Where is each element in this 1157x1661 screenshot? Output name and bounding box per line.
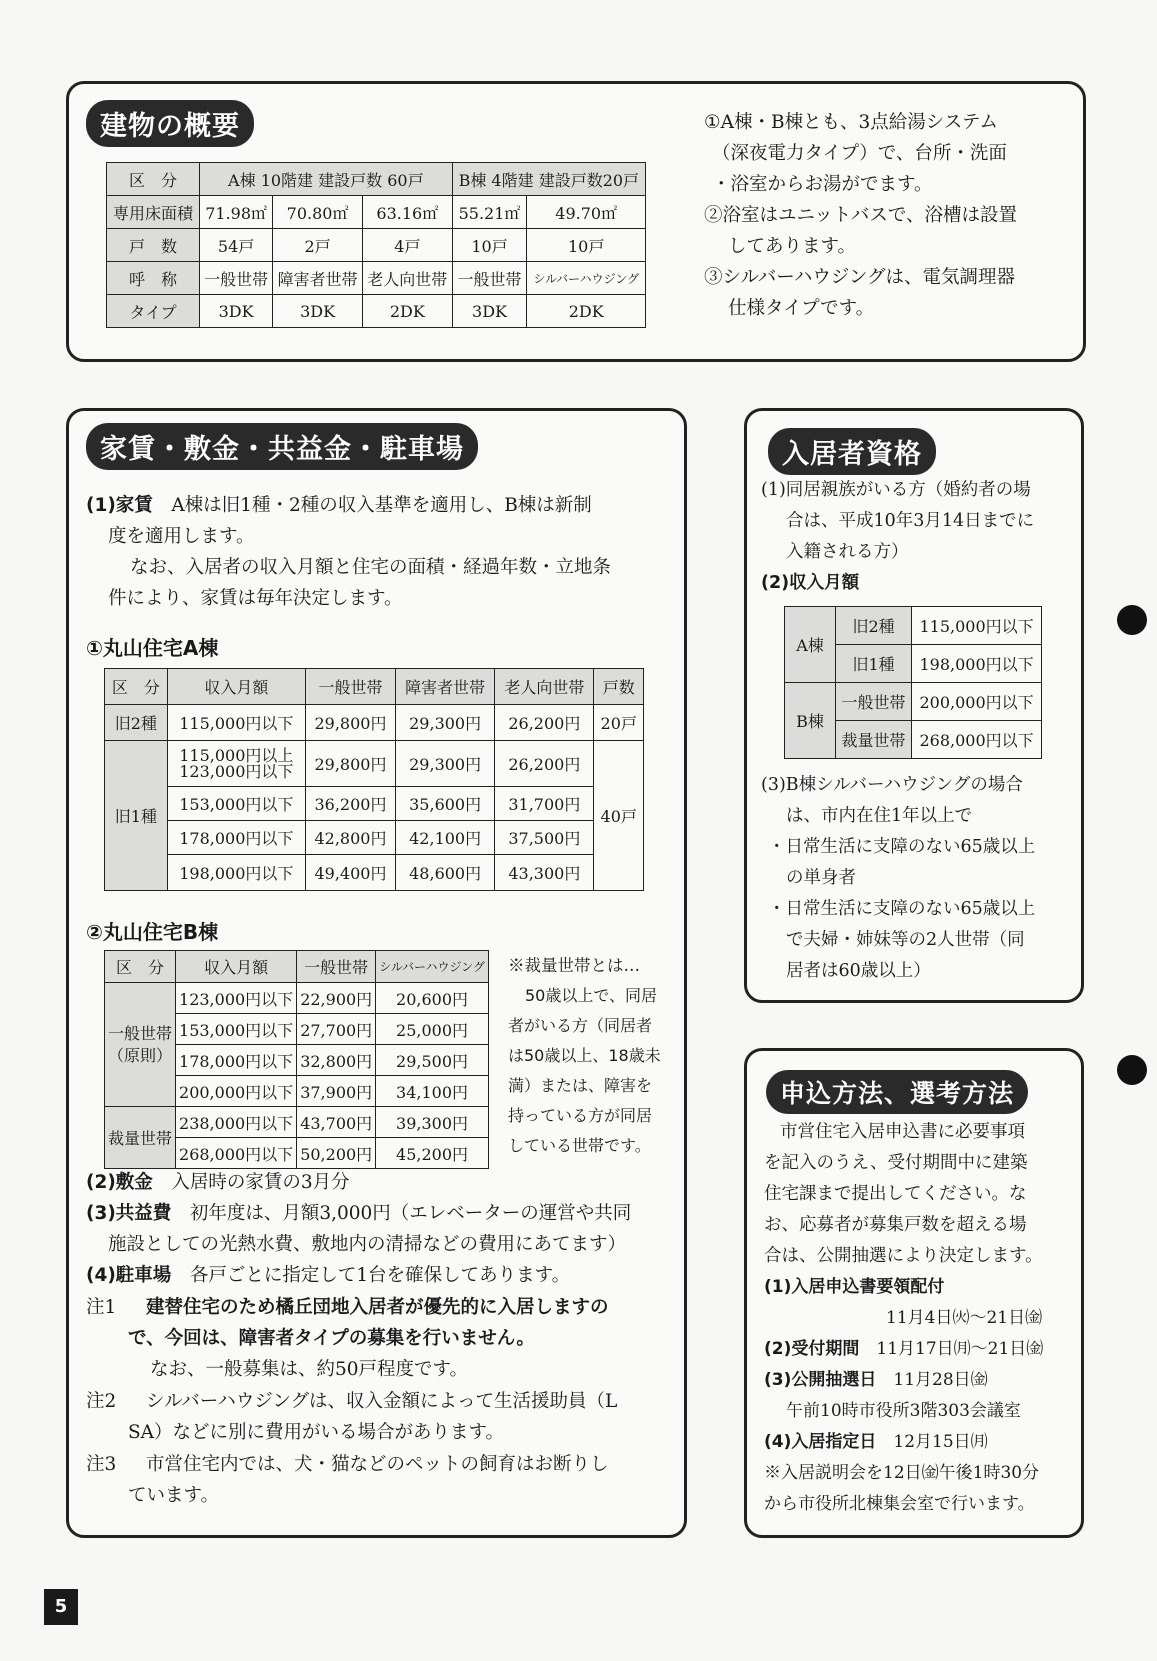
qualification-line: の単身者 (786, 868, 856, 888)
table-cell: 27,700円 (297, 1014, 376, 1045)
note1-text: なお、一般募集は、約50戸程度です。 (150, 1359, 469, 1380)
rent-paragraph: 度を適用します。 (108, 526, 255, 547)
apply-item-heading: (2)受付期間 (764, 1339, 860, 1359)
label-line: 一般世帯 (108, 1023, 173, 1043)
table-cell: 115,000円以下 (912, 607, 1042, 645)
row-label-units: 戸 数 (107, 229, 200, 262)
table-cell: 54戸 (200, 229, 273, 262)
discretion-note: は50歳以上、18歳未 (508, 1046, 661, 1065)
a-header: 区 分 (105, 669, 168, 705)
a-header: 収入月額 (167, 669, 305, 705)
table-cell: 10戸 (452, 229, 527, 262)
row-label-type: タイプ (107, 295, 200, 328)
table-cell: 153,000円以下 (176, 1014, 297, 1045)
b-header: 一般世帯 (297, 951, 376, 983)
table-cell: 29,800円 (305, 741, 395, 787)
apply-line: を記入のうえ、受付期間中に建築 (764, 1153, 1028, 1173)
building-header-a: A棟 10階建 建設戸数 60戸 (200, 163, 453, 196)
table-cell: 29,300円 (396, 705, 495, 741)
table-cell: シルバーハウジング (527, 262, 646, 295)
page-number: 5 (44, 1589, 78, 1625)
row-label-name: 呼 称 (107, 262, 200, 295)
apply-line: 住宅課まで提出してください。な (764, 1184, 1027, 1204)
table-cell: 50,200円 (297, 1138, 376, 1169)
apply-item-heading: (4)入居指定日 (764, 1432, 877, 1452)
apply-item (764, 1427, 988, 1458)
table-cell: 48,600円 (396, 855, 495, 891)
note3-text: 市営住宅内では、犬・猫などのペットの飼育はお断りし (146, 1454, 609, 1475)
discretion-note: 50歳以上で、同居 (525, 986, 658, 1005)
table-cell: 37,500円 (495, 821, 594, 855)
a-header: 戸数 (594, 669, 644, 705)
note2-heading: 注2 (86, 1391, 117, 1412)
table-cell: 29,500円 (376, 1045, 489, 1076)
b-building-rent-table (104, 950, 489, 1169)
qualification-line: 居者は60歳以上） (786, 961, 931, 981)
apply-line: お、応募者が募集戸数を超える場 (764, 1215, 1027, 1235)
note2-text: シルバーハウジングは、収入金額によって生活援助員（L (146, 1391, 618, 1412)
building-note-line: ①A棟・B棟とも、3点給湯システム (704, 112, 998, 133)
apply-item-value: 11月28日㈮ (893, 1370, 988, 1390)
note1-text: で、今回は、障害者タイプの募集を行いません。 (128, 1328, 535, 1349)
note3-text: ています。 (128, 1485, 220, 1506)
b-discretion-label: 裁量世帯 (105, 1107, 176, 1169)
qualification-line: (3)B棟シルバーハウジングの場合 (761, 775, 1023, 795)
table-cell: 43,700円 (297, 1107, 376, 1138)
qualification-line: ・日常生活に支障のない65歳以上 (768, 837, 1036, 857)
rent-heading: (1)家賃 (86, 495, 153, 516)
qualification-line: (1)同居親族がいる方（婚約者の場 (761, 480, 1031, 500)
row-label-area: 専用床面積 (107, 196, 200, 229)
discretion-note: 者がいる方（同居者 (508, 1016, 653, 1035)
table-cell: 一般世帯 (200, 262, 273, 295)
building-note-line: ・浴室からお湯がでます。 (712, 174, 933, 195)
note1-text: 建替住宅のため橘丘団地入居者が優先的に入居しますの (146, 1297, 609, 1318)
common-fee-heading: (3)共益費 (86, 1203, 172, 1224)
table-cell: 55.21㎡ (452, 196, 527, 229)
note1-heading: 注1 (86, 1297, 117, 1318)
table-cell: 20戸 (594, 705, 644, 741)
qualification-title: 入居者資格 (768, 428, 936, 475)
discretion-note: 満）または、障害を (508, 1076, 653, 1095)
table-cell: 3DK (273, 295, 363, 328)
parking-text: 各戸ごとに指定して1台を確保してあります。 (189, 1265, 571, 1286)
apply-item-value: 午前10時市役所3階303会議室 (786, 1401, 1021, 1421)
table-cell: 裁量世帯 (836, 721, 912, 759)
table-cell: 42,800円 (305, 821, 395, 855)
table-cell: 178,000円以下 (167, 821, 305, 855)
building-note-line: してあります。 (728, 236, 857, 257)
note3-heading: 注3 (86, 1454, 117, 1475)
qualification-line: は、市内在住1年以上で (786, 806, 973, 826)
table-cell: 旧1種 (836, 645, 912, 683)
apply-item-value: 11月17日㈪～21日㈮ (876, 1339, 1044, 1359)
table-cell: 2DK (527, 295, 646, 328)
table-cell: 32,800円 (297, 1045, 376, 1076)
a-old1-units: 40戸 (594, 741, 644, 891)
label-line: （原則） (108, 1045, 173, 1065)
building-note-line: ②浴室はユニットバスで、浴槽は設置 (704, 205, 1018, 226)
building-table (106, 162, 646, 328)
table-cell: 115,000円以下 (167, 705, 305, 741)
apply-line: 合は、公開抽選により決定します。 (764, 1246, 1043, 1266)
common-fee-line: 施設としての光熱水費、敷地内の清掃などの費用にあてます） (108, 1234, 627, 1255)
rent-paragraph: なお、入居者の収入月額と住宅の面積・経過年数・立地条 (130, 557, 612, 578)
apply-note: ※入居説明会を12日㈮午後1時30分 (764, 1463, 1040, 1483)
table-cell: 一般世帯 (836, 683, 912, 721)
table-cell: 49.70㎡ (527, 196, 646, 229)
apply-item (764, 1365, 988, 1396)
a-header: 一般世帯 (305, 669, 395, 705)
table-cell: 4戸 (362, 229, 452, 262)
a-building-rent-table (104, 668, 644, 891)
apply-item (764, 1334, 1043, 1365)
table-cell: 49,400円 (305, 855, 395, 891)
b-building-title: ②丸山住宅B棟 (86, 920, 219, 944)
apply-item-value: 12月15日㈪ (893, 1432, 988, 1452)
common-fee-text: 初年度は、月額3,000円（エレベーターの運営や共同 (189, 1203, 632, 1224)
apply-title: 申込方法、選考方法 (766, 1070, 1028, 1114)
table-cell: 旧2種 (836, 607, 912, 645)
table-cell (167, 741, 305, 787)
building-note-line: （深夜電力タイプ）で、台所・洗面 (712, 143, 1007, 164)
apply-line: 市営住宅入居申込書に必要事項 (780, 1122, 1025, 1142)
qualification-line: (2)収入月額 (761, 573, 860, 593)
rent-text: A棟は旧1種・2種の収入基準を適用し、B棟は新制 (171, 495, 592, 516)
a-building-label: A棟 (785, 607, 836, 683)
qualification-line: ・日常生活に支障のない65歳以上 (768, 899, 1036, 919)
table-cell: 178,000円以下 (176, 1045, 297, 1076)
b-header: シルバーハウジング (376, 951, 489, 983)
table-cell: 障害者世帯 (273, 262, 363, 295)
table-cell: 43,300円 (495, 855, 594, 891)
rent-title: 家賃・敷金・共益金・駐車場 (86, 423, 478, 470)
building-header-label: 区 分 (107, 163, 200, 196)
table-cell: 200,000円以下 (176, 1076, 297, 1107)
apply-item-heading: (3)公開抽選日 (764, 1370, 877, 1390)
table-cell: 10戸 (527, 229, 646, 262)
table-cell: 29,300円 (396, 741, 495, 787)
income-line: 115,000円以上 (179, 745, 294, 765)
common-fee-line (86, 1198, 631, 1229)
table-cell: 71.98㎡ (200, 196, 273, 229)
apply-note: から市役所北棟集会室で行います。 (764, 1494, 1035, 1514)
deposit-text: 入居時の家賃の3月分 (171, 1172, 350, 1193)
b-building-label: B棟 (785, 683, 836, 759)
table-cell: 70.80㎡ (273, 196, 363, 229)
table-cell: 2DK (362, 295, 452, 328)
table-cell: 22,900円 (297, 983, 376, 1014)
deposit-line (86, 1167, 350, 1198)
table-cell: 198,000円以下 (912, 645, 1042, 683)
building-overview-title: 建物の概要 (86, 100, 254, 147)
discretion-note: 持っている方が同居 (508, 1106, 653, 1125)
table-cell: 34,100円 (376, 1076, 489, 1107)
building-note-line: 仕様タイプです。 (728, 298, 875, 319)
a-building-title: ①丸山住宅A棟 (86, 636, 219, 660)
table-cell: 3DK (452, 295, 527, 328)
table-cell: 39,300円 (376, 1107, 489, 1138)
a-old1-label: 旧1種 (105, 741, 168, 891)
table-cell: 200,000円以下 (912, 683, 1042, 721)
apply-item-value: 11月4日㈫～21日㈮ (886, 1308, 1043, 1328)
building-note-line: ③シルバーハウジングは、電気調理器 (704, 267, 1015, 288)
table-cell: 29,800円 (305, 705, 395, 741)
table-cell: 老人向世帯 (362, 262, 452, 295)
table-cell: 153,000円以下 (167, 787, 305, 821)
income-limit-table (784, 606, 1042, 759)
qualification-line: で夫婦・姉妹等の2人世帯（同 (786, 930, 1025, 950)
table-cell: 3DK (200, 295, 273, 328)
table-cell: 268,000円以下 (912, 721, 1042, 759)
parking-line (86, 1260, 570, 1291)
table-cell: 20,600円 (376, 983, 489, 1014)
table-cell: 45,200円 (376, 1138, 489, 1169)
a-header: 障害者世帯 (396, 669, 495, 705)
table-cell: 2戸 (273, 229, 363, 262)
apply-item-heading: (1)入居申込書要領配付 (764, 1277, 945, 1297)
b-header: 収入月額 (176, 951, 297, 983)
parking-heading: (4)駐車場 (86, 1265, 172, 1286)
table-cell: 35,600円 (396, 787, 495, 821)
discretion-note: している世帯です。 (508, 1136, 651, 1155)
table-cell: 36,200円 (305, 787, 395, 821)
deposit-heading: (2)敷金 (86, 1172, 153, 1193)
table-cell: 25,000円 (376, 1014, 489, 1045)
a-header: 老人向世帯 (495, 669, 594, 705)
table-cell: 31,700円 (495, 787, 594, 821)
binding-hole (1117, 605, 1147, 635)
table-cell: 63.16㎡ (362, 196, 452, 229)
table-cell: 42,100円 (396, 821, 495, 855)
note2-text: SA）などに別に費用がいる場合があります。 (128, 1422, 505, 1443)
b-general-label (105, 983, 176, 1107)
table-cell: 一般世帯 (452, 262, 527, 295)
table-cell: 198,000円以下 (167, 855, 305, 891)
table-cell: 26,200円 (495, 705, 594, 741)
table-cell: 26,200円 (495, 741, 594, 787)
a-old2-label: 旧2種 (105, 705, 168, 741)
qualification-line: 入籍される方） (786, 542, 909, 562)
table-cell: 123,000円以下 (176, 983, 297, 1014)
table-cell: 268,000円以下 (176, 1138, 297, 1169)
b-header: 区 分 (105, 951, 176, 983)
income-line: 123,000円以下 (179, 761, 294, 781)
table-cell: 238,000円以下 (176, 1107, 297, 1138)
qualification-line: 合は、平成10年3月14日までに (786, 511, 1035, 531)
rent-paragraph: 件により、家賃は毎年決定します。 (108, 588, 403, 609)
rent-paragraph (86, 490, 592, 521)
table-cell: 37,900円 (297, 1076, 376, 1107)
binding-hole (1117, 1055, 1147, 1085)
building-header-b: B棟 4階建 建設戸数20戸 (452, 163, 645, 196)
discretion-note: ※裁量世帯とは… (508, 956, 640, 975)
